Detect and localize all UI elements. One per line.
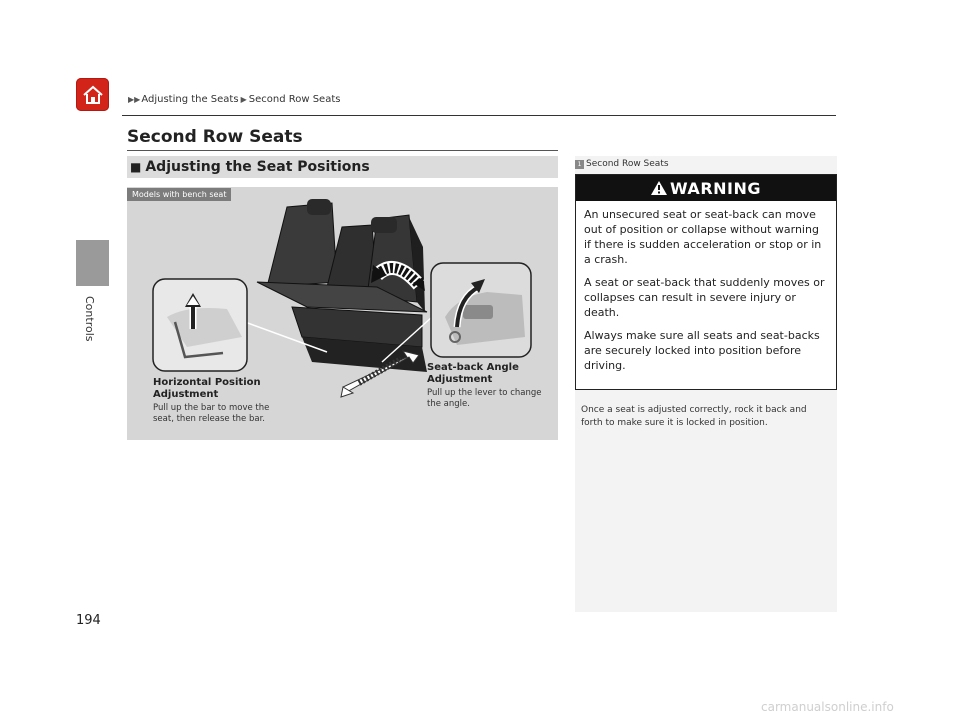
title-divider <box>127 150 558 151</box>
page-number: 194 <box>76 613 101 628</box>
section-heading <box>127 156 558 178</box>
note-marker-icon: 1 <box>575 160 584 169</box>
warning-box <box>575 174 837 390</box>
horizontal-adjustment-callout <box>153 377 283 425</box>
seat-back-lever-inset <box>431 263 531 357</box>
section-tab-marker <box>76 240 109 286</box>
note-text: Once a seat is adjusted correctly, rock it back and forth to make sure it is locked in position. <box>581 405 807 428</box>
square-bullet-icon: ■ <box>130 160 142 174</box>
breadcrumb-item-adjusting-seats[interactable]: Adjusting the Seats <box>141 94 239 105</box>
note-heading <box>575 159 669 169</box>
seat-back-angle-callout <box>427 362 552 410</box>
callout-title: Horizontal Position Adjustment <box>153 377 261 400</box>
watermark: carmanualsonline.info <box>761 700 894 714</box>
section-heading-text: Adjusting the Seat Positions <box>145 159 370 175</box>
note-heading-text: Second Row Seats <box>586 159 669 169</box>
warning-paragraph: Always make sure all seats and seat-backs are securely locked into position before driving. <box>584 329 820 372</box>
side-note-panel <box>575 156 837 612</box>
breadcrumb <box>128 94 340 105</box>
section-label: Controls <box>83 296 96 342</box>
header-divider <box>122 115 836 116</box>
warning-label: WARNING <box>670 178 761 198</box>
home-icon <box>82 84 104 106</box>
warning-triangle-icon <box>651 181 667 195</box>
warning-paragraph: A seat or seat-back that suddenly moves or collapses can result in severe injury or death. <box>584 276 825 319</box>
horizontal-adjustment-inset <box>153 279 247 371</box>
warning-body <box>576 201 836 373</box>
page-title: Second Row Seats <box>127 127 303 147</box>
callout-title: Seat-back Angle Adjustment <box>427 362 519 385</box>
breadcrumb-arrow-icon: ▶ <box>240 95 247 104</box>
callout-description: Pull up the bar to move the seat, then release the bar. <box>153 403 270 424</box>
breadcrumb-arrow-icon: ▶▶ <box>128 95 141 104</box>
warning-paragraph: An unsecured seat or seat-back can move out of position or collapse without warning if there is sudden acceleration or stop or in a crash. <box>584 208 822 266</box>
breadcrumb-item-second-row-seats[interactable]: Second Row Seats <box>248 94 341 105</box>
bench-seat-graphic <box>257 199 427 372</box>
home-button[interactable] <box>76 78 109 111</box>
warning-header <box>576 175 836 201</box>
callout-description: Pull up the lever to change the angle. <box>427 388 542 409</box>
model-tag: Models with bench seat <box>127 188 231 201</box>
seat-illustration <box>127 187 558 440</box>
